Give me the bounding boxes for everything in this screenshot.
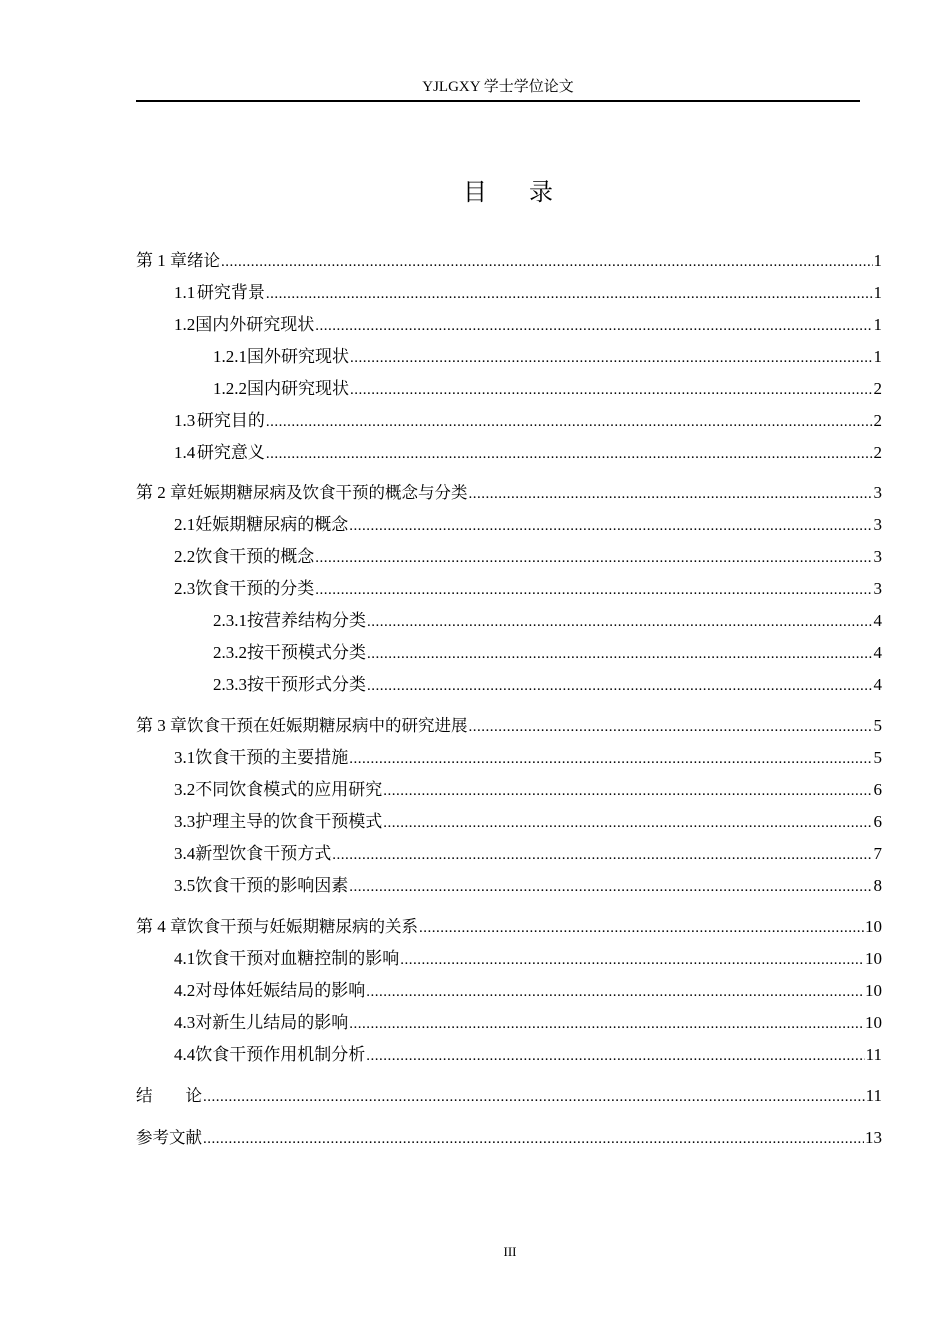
toc-entry-page: 5 xyxy=(873,716,882,735)
toc-entry[interactable] xyxy=(174,746,882,770)
toc-dot-leader xyxy=(266,442,873,466)
toc-entry-number: 3.4 xyxy=(174,844,196,863)
toc-entry-page: 3 xyxy=(873,515,882,534)
toc-entry[interactable] xyxy=(174,1011,882,1035)
toc-dot-leader xyxy=(366,980,864,1004)
toc-entry-page: 11 xyxy=(865,1086,882,1105)
toc-entry-title: 对新生儿结局的影响 xyxy=(195,1013,349,1032)
toc-dot-leader xyxy=(367,610,873,634)
toc-entry-number: 3.3 xyxy=(174,812,196,831)
toc-entry-page: 4 xyxy=(873,643,882,662)
toc-entry-number: 4.1 xyxy=(174,949,196,968)
toc-entry-number: 第 4 章 xyxy=(136,917,187,936)
toc-entry-page: 4 xyxy=(873,675,882,694)
toc-entry-number: 2.3 xyxy=(174,579,196,598)
toc-entry[interactable] xyxy=(174,409,882,433)
toc-entry-title: 饮食干预的概念 xyxy=(195,547,315,566)
toc-entry-number: 2.3.3 xyxy=(213,675,247,694)
toc-entry[interactable] xyxy=(213,345,882,369)
page-title-left: 目 xyxy=(463,180,489,206)
toc-dot-leader xyxy=(469,482,873,506)
toc-entry[interactable] xyxy=(174,513,882,537)
toc-entry-title: 结 论 xyxy=(136,1086,202,1105)
toc-dot-leader xyxy=(266,410,873,434)
toc-dot-leader xyxy=(350,378,873,402)
toc-entry-page: 4 xyxy=(873,611,882,630)
toc-entry[interactable] xyxy=(174,947,882,971)
toc-entry-title: 研究背景 xyxy=(196,283,265,302)
toc-entry-title: 国外研究现状 xyxy=(247,347,349,366)
toc-entry-title: 国内研究现状 xyxy=(247,379,349,398)
toc-entry-title: 饮食干预的影响因素 xyxy=(195,876,349,895)
toc-entry-page: 1 xyxy=(873,251,882,270)
toc-entry-number: 3.2 xyxy=(174,780,196,799)
toc-entry[interactable] xyxy=(213,673,882,697)
toc-entry-page: 2 xyxy=(873,443,882,462)
toc-entry-title: 饮食干预在妊娠期糖尿病中的研究进展 xyxy=(187,716,468,735)
toc-dot-leader xyxy=(469,715,873,739)
toc-entry[interactable] xyxy=(174,545,882,569)
toc-entry-number: 第 3 章 xyxy=(136,716,187,735)
toc-entry-title: 按干预形式分类 xyxy=(247,675,366,694)
toc-entry-number: 1.2 xyxy=(174,315,196,334)
toc-entry-page: 2 xyxy=(873,411,882,430)
toc-dot-leader xyxy=(419,916,864,940)
toc-dot-leader xyxy=(221,250,873,274)
toc-dot-leader xyxy=(203,1085,865,1109)
toc-entry-title: 新型饮食干预方式 xyxy=(195,844,332,863)
toc-entry-title: 研究目的 xyxy=(196,411,265,430)
toc-entry-number: 2.1 xyxy=(174,515,196,534)
toc-entry[interactable] xyxy=(136,481,882,505)
toc-entry-page: 3 xyxy=(873,579,882,598)
toc-dot-leader xyxy=(350,346,873,370)
toc-dot-leader xyxy=(349,1012,864,1036)
toc-entry[interactable] xyxy=(136,1084,882,1108)
toc-entry-title: 饮食干预与妊娠期糖尿病的关系 xyxy=(187,917,418,936)
toc-dot-leader xyxy=(315,314,872,338)
toc-entry[interactable] xyxy=(136,249,882,273)
toc-entry-number: 3.1 xyxy=(174,748,196,767)
toc-entry[interactable] xyxy=(213,641,882,665)
header-rule xyxy=(136,100,860,102)
toc-entry-page: 11 xyxy=(865,1045,882,1064)
toc-entry-number: 1.1 xyxy=(174,283,196,302)
toc-entry-title: 妊娠期糖尿病的概念 xyxy=(195,515,349,534)
toc-entry-page: 1 xyxy=(873,283,882,302)
toc-entry-number: 1.4 xyxy=(174,443,196,462)
toc-dot-leader xyxy=(367,642,873,666)
toc-entry-page: 3 xyxy=(873,483,882,502)
toc-entry-number: 第 1 章 xyxy=(136,251,187,270)
toc-entry-number: 2.3.2 xyxy=(213,643,247,662)
toc-entry[interactable] xyxy=(174,281,882,305)
running-header: YJLGXY 学士学位论文 xyxy=(422,79,574,95)
toc-entry-title: 国内外研究现状 xyxy=(195,315,315,334)
toc-entry-number: 2.3.1 xyxy=(213,611,247,630)
toc-entry-title: 饮食干预对血糖控制的影响 xyxy=(195,949,400,968)
toc-entry-page: 10 xyxy=(865,1013,882,1032)
toc-entry-page: 8 xyxy=(873,876,882,895)
toc-dot-leader xyxy=(349,747,872,771)
toc-entry-title: 妊娠期糖尿病及饮食干预的概念与分类 xyxy=(187,483,468,502)
toc-entry[interactable] xyxy=(136,915,882,939)
toc-entry-title: 护理主导的饮食干预模式 xyxy=(195,812,383,831)
toc-entry-title: 饮食干预作用机制分析 xyxy=(195,1045,366,1064)
toc-entry[interactable] xyxy=(136,1126,882,1150)
toc-entry-number: 4.2 xyxy=(174,981,196,1000)
toc-entry-title: 不同饮食模式的应用研究 xyxy=(195,780,383,799)
toc-entry[interactable] xyxy=(213,377,882,401)
toc-entry-title: 按干预模式分类 xyxy=(247,643,366,662)
toc-entry-number: 1.2.1 xyxy=(213,347,247,366)
toc-dot-leader xyxy=(400,948,864,972)
toc-dot-leader xyxy=(383,779,872,803)
toc-entry-page: 6 xyxy=(873,812,882,831)
toc-entry[interactable] xyxy=(213,609,882,633)
toc-entry-page: 6 xyxy=(873,780,882,799)
toc-entry-title: 参考文献 xyxy=(136,1128,202,1147)
toc-entry-page: 1 xyxy=(873,315,882,334)
page-number-footer: III xyxy=(503,1244,517,1259)
page-title-right: 录 xyxy=(529,180,555,206)
toc-dot-leader xyxy=(315,578,872,602)
toc-entry-page: 10 xyxy=(865,917,882,936)
toc-entry[interactable] xyxy=(174,313,882,337)
toc-entry[interactable] xyxy=(174,1043,882,1067)
toc-entry-page: 10 xyxy=(865,981,882,1000)
toc-entry-number: 3.5 xyxy=(174,876,196,895)
toc-entry[interactable] xyxy=(174,874,882,898)
toc-entry[interactable] xyxy=(174,979,882,1003)
toc-entry-page: 2 xyxy=(873,379,882,398)
toc-dot-leader xyxy=(367,674,873,698)
toc-entry-title: 饮食干预的主要措施 xyxy=(195,748,349,767)
toc-entry-title: 研究意义 xyxy=(196,443,265,462)
toc-entry-number: 2.2 xyxy=(174,547,196,566)
toc-entry-page: 3 xyxy=(873,547,882,566)
toc-entry-page: 5 xyxy=(873,748,882,767)
toc-entry-title: 绪论 xyxy=(187,251,220,270)
toc-entry-page: 13 xyxy=(865,1128,882,1147)
toc-entry-title: 饮食干预的分类 xyxy=(195,579,315,598)
toc-entry-number: 4.4 xyxy=(174,1045,196,1064)
toc-entry-number: 第 2 章 xyxy=(136,483,187,502)
toc-dot-leader xyxy=(366,1044,864,1068)
toc-entry-number: 1.3 xyxy=(174,411,196,430)
toc-entry-number: 1.2.2 xyxy=(213,379,247,398)
toc-dot-leader xyxy=(203,1127,864,1151)
toc-dot-leader xyxy=(349,875,872,899)
toc-dot-leader xyxy=(332,843,872,867)
toc-entry[interactable] xyxy=(174,810,882,834)
toc-entry-page: 1 xyxy=(873,347,882,366)
toc-entry[interactable] xyxy=(174,577,882,601)
toc-entry-page: 10 xyxy=(865,949,882,968)
toc-dot-leader xyxy=(315,546,872,570)
toc-entry-title: 按营养结构分类 xyxy=(247,611,366,630)
toc-entry-title: 对母体妊娠结局的影响 xyxy=(195,981,366,1000)
toc-entry[interactable] xyxy=(174,842,882,866)
toc-dot-leader xyxy=(383,811,872,835)
toc-entry-number: 4.3 xyxy=(174,1013,196,1032)
toc-entry-page: 7 xyxy=(873,844,882,863)
toc-entry[interactable] xyxy=(174,778,882,802)
toc-entry[interactable] xyxy=(174,441,882,465)
toc-dot-leader xyxy=(349,514,872,538)
toc-dot-leader xyxy=(266,282,873,306)
toc-entry[interactable] xyxy=(136,714,882,738)
page-title xyxy=(136,178,882,208)
